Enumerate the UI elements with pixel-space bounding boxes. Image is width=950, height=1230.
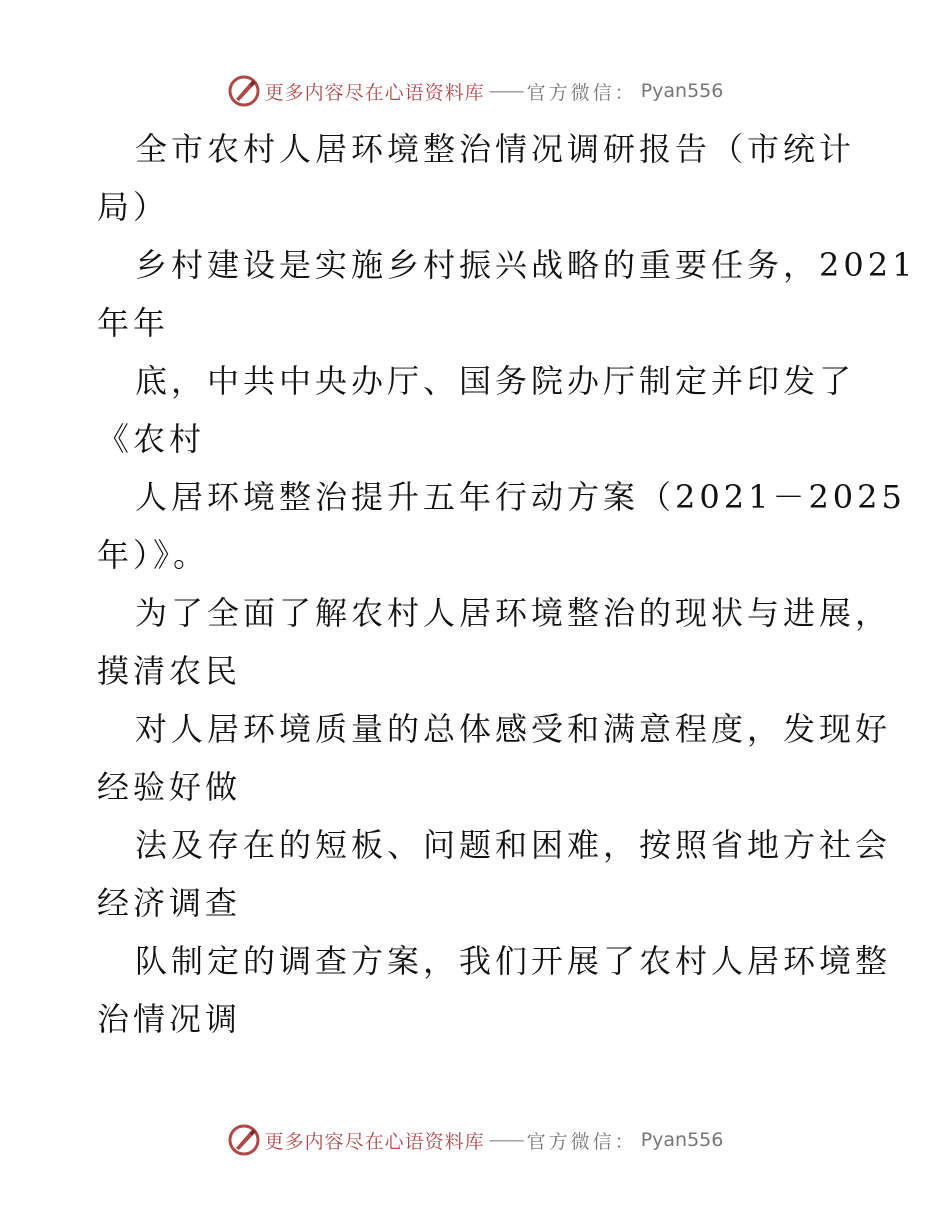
watermark-label: 官方微信： [526, 1130, 637, 1153]
text-line: 摸清农民 [97, 652, 242, 690]
watermark-label: 官方微信： [526, 81, 637, 104]
text-line: 底，中共中央办厅、国务院办厅制定并印发了 [135, 362, 856, 400]
text-line: 法及存在的短板、问题和困难，按照省地方社会 [135, 826, 892, 864]
watermark-id: Pyan556 [640, 1129, 724, 1151]
pen-circle-logo-icon [227, 74, 261, 108]
watermark-main-text: 更多内容尽在心语资料库 [264, 81, 485, 104]
watermark-header [0, 71, 950, 111]
text-line: 年）》。 [97, 536, 210, 574]
pen-circle-logo-icon [227, 1123, 261, 1157]
watermark-separator: —— [488, 80, 523, 102]
text-line: 人居环境整治提升五年行动方案（2021－2025 [135, 478, 906, 516]
text-line: 为了全面了解农村人居环境整治的现状与进展， [135, 594, 892, 632]
text-line: 《农村 [97, 420, 206, 458]
text-line: 年年 [97, 304, 170, 342]
watermark-main-text: 更多内容尽在心语资料库 [264, 1130, 485, 1153]
watermark-id: Pyan556 [640, 80, 724, 102]
text-line: 全市农村人居环境整治情况调研报告（市统计 [135, 130, 856, 168]
text-line: 治情况调 [97, 1000, 242, 1038]
text-line: 经济调查 [97, 884, 242, 922]
text-line: 局） [97, 188, 170, 226]
watermark-footer [0, 1120, 950, 1160]
watermark-separator: —— [488, 1129, 523, 1151]
text-line: 经验好做 [97, 768, 242, 806]
text-line: 乡村建设是实施乡村振兴战略的重要任务，2021 [135, 246, 917, 284]
text-line: 队制定的调查方案，我们开展了农村人居环境整 [135, 942, 892, 980]
document-body [97, 120, 917, 1048]
text-line: 对人居环境质量的总体感受和满意程度，发现好 [135, 710, 892, 748]
